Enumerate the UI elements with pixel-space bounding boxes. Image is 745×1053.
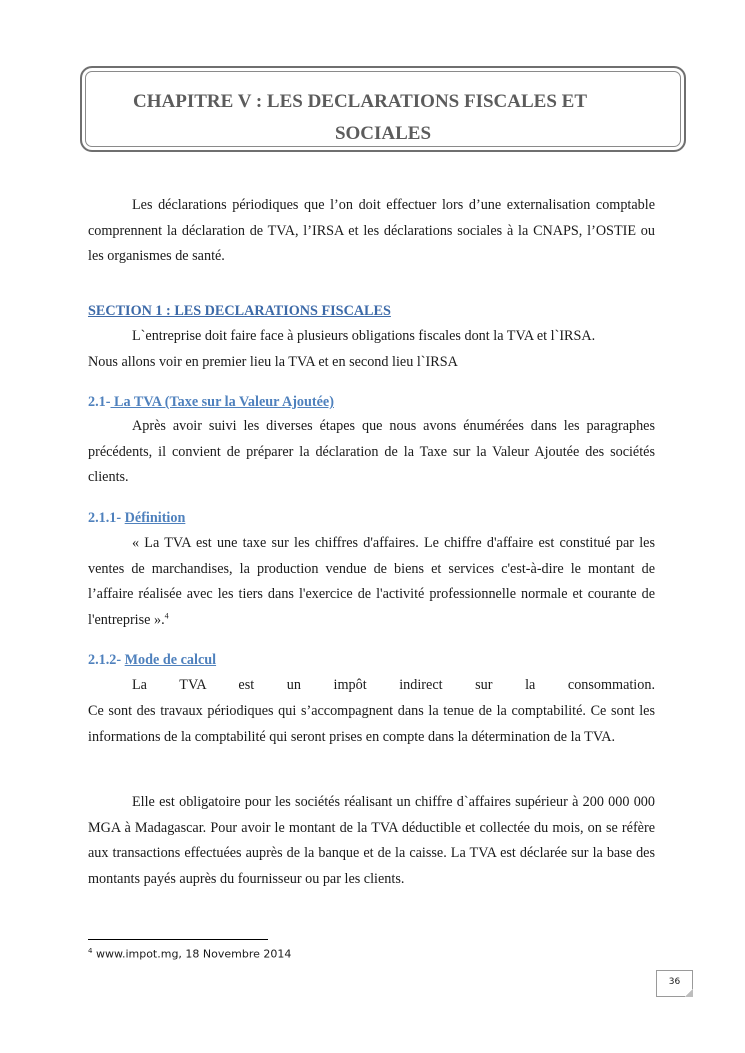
- definition-text: « La TVA est une taxe sur les chiffres d'affaires. Le chiffre d'affaire est constitué par les ventes de marchandises, la production vendue de biens et services c'est-à-dire le montant de l’affaire réalisée avec les tiers dans l'exercice de l'activité professionnelle normale et courante de l'entreprise ».: [88, 535, 655, 628]
- footnote-reference: 4: [164, 610, 169, 620]
- calcul-paragraph: Ce sont des travaux périodiques qui s’accompagnent dans la tenue de la comptabilité. Ce sont les informations de la comptabilité qui seront prises en compte dans la détermination de la TVA.: [88, 703, 655, 745]
- definition-heading-title: Définition: [124, 510, 186, 526]
- definition-heading: [88, 510, 185, 527]
- chapter-title: [100, 86, 666, 150]
- chapter-title-line2: SOCIALES: [334, 123, 432, 144]
- tva-heading-number: 2.1-: [88, 394, 111, 410]
- footnote: [88, 947, 291, 961]
- calcul-paragraph2: Elle est obligatoire pour les sociétés réalisant un chiffre d`affaires supérieur à 200 000 000 MGA à Madagascar. Pour avoir le montant de la TVA déductible et collectée du mois, on se réfère aux transactions effectuées auprès de la banque et de la caisse. La TVA est déclarée sur la base des montants payés auprès du fournisseur ou par les clients.: [88, 794, 655, 887]
- footnote-text: www.impot.mg, 18 Novembre 2014: [92, 947, 292, 961]
- calcul-line1: La TVA est un impôt indirect sur la consommation.: [132, 677, 655, 693]
- footnote-separator: [88, 939, 268, 940]
- section1-title: SECTION 1 : LES DECLARATIONS FISCALES: [88, 303, 391, 319]
- section1-paragraph: L`entreprise doit faire face à plusieurs obligations fiscales dont la TVA et l`IRSA.: [132, 328, 596, 344]
- intro-paragraph: Les déclarations périodiques que l’on doit effectuer lors d’une externalisation comptable comprennent la déclaration de TVA, l’IRSA et les déclarations sociales à la CNAPS, l’OSTIE ou les organismes de santé.: [88, 197, 655, 264]
- tva-paragraph: Après avoir suivi les diverses étapes que nous avons énumérées dans les paragraphes précédents, il convient de préparer la déclaration de la Taxe sur la Valeur Ajoutée des sociétés clients.: [88, 418, 655, 485]
- chapter-title-line1: CHAPITRE V : LES DECLARATIONS FISCALES ET: [133, 91, 588, 112]
- tva-heading-title: La TVA (Taxe sur la Valeur Ajoutée): [110, 394, 334, 410]
- footnote-number: 4: [88, 947, 93, 955]
- tva-heading: [88, 394, 334, 411]
- calcul-heading-number: 2.1.2-: [88, 652, 122, 668]
- page-number: 36: [656, 970, 693, 997]
- calcul-heading: [88, 652, 216, 669]
- section1-paragraph-line2: Nous allons voir en premier lieu la TVA et en second lieu l`IRSA: [88, 354, 458, 370]
- calcul-heading-title: Mode de calcul: [124, 652, 217, 668]
- definition-paragraph: [88, 531, 655, 633]
- definition-heading-number: 2.1.1-: [88, 510, 122, 526]
